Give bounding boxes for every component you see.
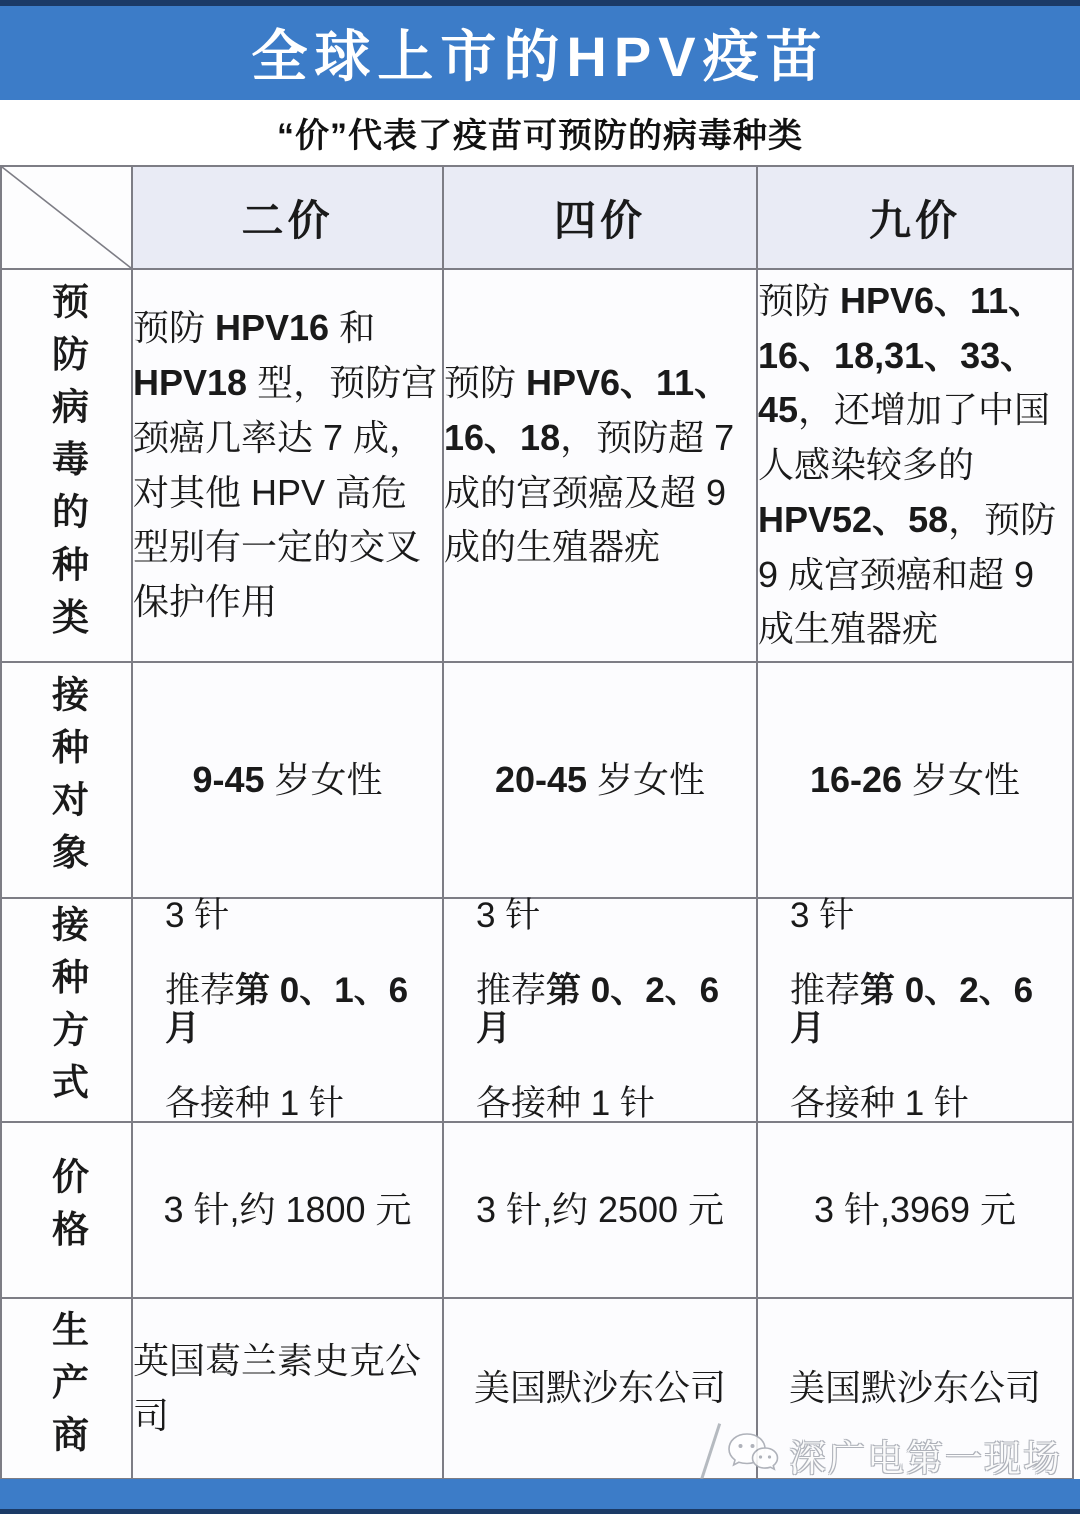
cell-line: 3 针 bbox=[476, 896, 541, 935]
cell-line: 推荐第 0、1、6 月 bbox=[165, 970, 409, 1048]
row-header-price: 价格 bbox=[2, 1123, 133, 1299]
cell-text bbox=[814, 1183, 1016, 1238]
corner-cell bbox=[2, 167, 133, 270]
bottom-edge-strip bbox=[0, 1509, 1080, 1514]
cell-line: 3 针 bbox=[165, 896, 230, 935]
cell-line: 各接种 1 针 bbox=[790, 1083, 969, 1123]
cell-line: 各接种 1 针 bbox=[165, 1083, 344, 1123]
cell-text bbox=[758, 274, 1072, 657]
wechat-icon bbox=[727, 1432, 779, 1478]
cell-text bbox=[192, 753, 382, 808]
cell-line: 预防 HPV16 和 HPV18 型，预防宫颈癌几率达 7 成，对其他 HPV 高危型别有一定的交叉保护作用 bbox=[133, 307, 438, 622]
cell-target-quadrivalent bbox=[444, 663, 758, 899]
cell-price-bivalent bbox=[133, 1123, 444, 1299]
cell-line: 预防 HPV6、11、16、18，预防超 7 成的宫颈癌及超 9 成的生殖器疣 bbox=[444, 362, 735, 568]
cell-line: 9-45 岁女性 bbox=[192, 758, 383, 800]
cell-text bbox=[758, 897, 1072, 1123]
row-header-target-group: 接种对象 bbox=[2, 663, 133, 899]
column-header-nonavalent: 九价 bbox=[758, 167, 1074, 270]
footer-bar bbox=[0, 1479, 1080, 1509]
cell-virus-quadrivalent bbox=[444, 270, 758, 663]
cell-text bbox=[789, 1361, 1041, 1416]
cell-line: 预防 HPV6、11、16、18,31、33、45，还增加了中国人感染较多的 HPV52、58，预防 9 成宫颈癌和超 9 成生殖器疣 bbox=[758, 279, 1057, 650]
cell-text bbox=[444, 356, 756, 575]
subtitle-row bbox=[0, 100, 1080, 165]
cell-line: 16-26 岁女性 bbox=[809, 758, 1021, 800]
cell-line: 推荐第 0、2、6 月 bbox=[790, 970, 1034, 1048]
cell-schedule-bivalent bbox=[133, 896, 444, 1123]
column-header-quadrivalent: 四价 bbox=[444, 167, 758, 270]
cell-line: 3 针,3969 元 bbox=[813, 1188, 1017, 1230]
cell-text bbox=[133, 1334, 442, 1443]
watermark-text: 深广电第一现场 bbox=[789, 1438, 1062, 1479]
cell-target-bivalent bbox=[133, 663, 444, 899]
cell-schedule-quadrivalent bbox=[444, 896, 758, 1123]
cell-text bbox=[810, 753, 1020, 808]
row-header-virus-types: 预防病毒的种类 bbox=[2, 270, 133, 663]
column-header-bivalent: 二价 bbox=[133, 167, 444, 270]
vaccine-table bbox=[0, 165, 1074, 1480]
page-subtitle: “价”代表了疫苗可预防的病毒种类 bbox=[277, 117, 803, 155]
diagonal-line bbox=[2, 167, 131, 268]
cell-line: 美国默沙东公司 bbox=[788, 1367, 1041, 1409]
cell-virus-nonavalent bbox=[758, 270, 1074, 663]
cell-line: 3 针,约 1800 元 bbox=[163, 1188, 412, 1230]
page-title: 全球上市的HPV疫苗 bbox=[251, 25, 829, 88]
cell-target-nonavalent bbox=[758, 663, 1074, 899]
cell-text bbox=[495, 753, 705, 808]
cell-text bbox=[133, 897, 442, 1123]
cell-text bbox=[476, 1183, 724, 1238]
cell-line: 各接种 1 针 bbox=[476, 1083, 655, 1123]
cell-line: 3 针 bbox=[790, 896, 855, 935]
cell-price-nonavalent bbox=[758, 1123, 1074, 1299]
cell-maker-bivalent bbox=[133, 1299, 444, 1480]
cell-line: 3 针,约 2500 元 bbox=[475, 1188, 725, 1230]
row-header-manufacturer: 生产商 bbox=[2, 1299, 133, 1480]
cell-schedule-nonavalent bbox=[758, 896, 1074, 1123]
row-header-schedule: 接种方式 bbox=[2, 899, 133, 1123]
cell-text bbox=[133, 301, 442, 629]
title-banner bbox=[0, 6, 1080, 100]
cell-text bbox=[474, 1361, 726, 1416]
cell-text bbox=[163, 1183, 411, 1238]
cell-text bbox=[444, 897, 756, 1123]
cell-line: 推荐第 0、2、6 月 bbox=[476, 970, 720, 1048]
cell-line: 美国默沙东公司 bbox=[473, 1367, 726, 1409]
cell-price-quadrivalent bbox=[444, 1123, 758, 1299]
cell-virus-bivalent bbox=[133, 270, 444, 663]
cell-line: 20-45 岁女性 bbox=[494, 758, 706, 800]
cell-line: 英国葛兰素史克公司 bbox=[133, 1339, 422, 1436]
